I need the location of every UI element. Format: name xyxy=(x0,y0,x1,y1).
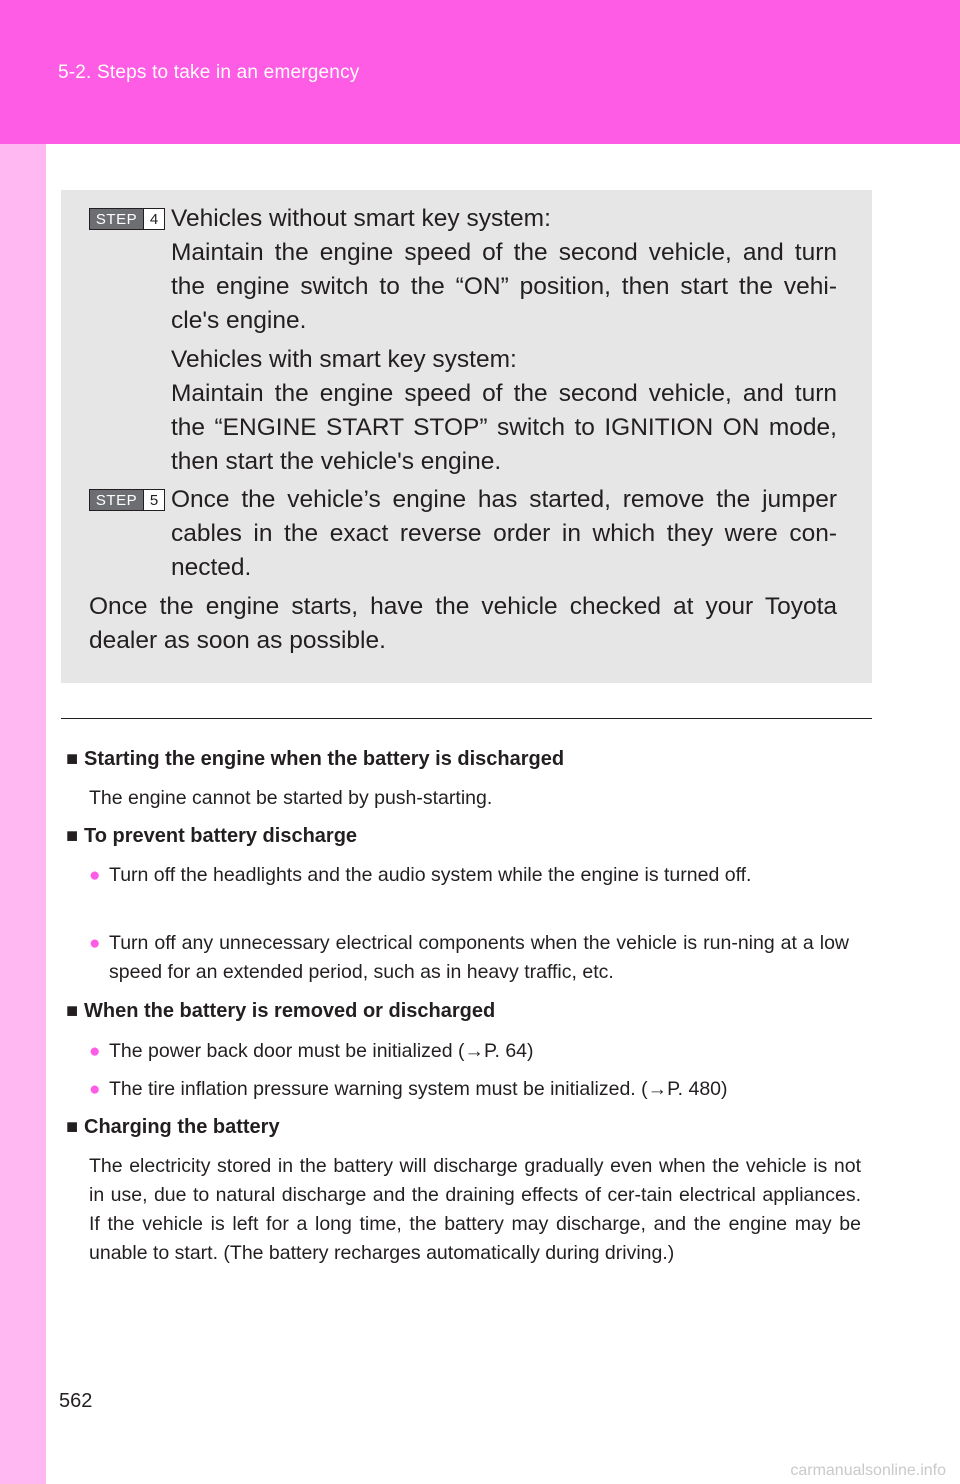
list-item xyxy=(89,929,861,987)
section-heading xyxy=(66,998,495,1024)
step-badge-number: 5 xyxy=(143,490,164,510)
step-4-line: Vehicles with smart key system: xyxy=(171,346,517,373)
heading-text: When the battery is removed or discharged xyxy=(84,1000,496,1022)
step-badge-label: STEP xyxy=(90,209,143,229)
step-4-line: then start the vehicle's engine. xyxy=(171,448,502,475)
section-heading xyxy=(66,823,357,849)
divider xyxy=(61,718,872,719)
step-badge-number: 4 xyxy=(143,209,164,229)
circle-bullet-icon: ● xyxy=(89,1041,101,1062)
step-5-line: cables in the exact reverse order in which they were con- xyxy=(171,520,837,547)
heading-text: Starting the engine when the battery is discharged xyxy=(84,748,565,770)
list-item-text: The tire inflation pressure warning system must be initialized. (→P. 480) xyxy=(109,1078,728,1100)
list-item xyxy=(89,1075,861,1104)
step-4-line: the engine switch to the “ON” position, then start the vehi- xyxy=(171,273,837,300)
section-text: The engine cannot be started by push-starting. xyxy=(89,787,493,809)
panel-note: Once the engine starts, have the vehicle checked at your Toyota dealer as soon as possible. xyxy=(89,593,837,654)
list-item-text: The power back door must be initialized (→P. 64) xyxy=(109,1040,534,1062)
heading-text: Charging the battery xyxy=(84,1116,280,1138)
heading-text: To prevent battery discharge xyxy=(84,825,358,847)
circle-bullet-icon: ● xyxy=(89,933,101,954)
square-bullet-icon: ■ xyxy=(66,825,79,847)
circle-bullet-icon: ● xyxy=(89,1079,101,1100)
step-5-line: Once the vehicle’s engine has started, remove the jumper xyxy=(171,486,837,513)
watermark: carmanualsonline.info xyxy=(790,1462,946,1479)
square-bullet-icon: ■ xyxy=(66,748,79,770)
list-item xyxy=(89,861,861,890)
step-5-line: nected. xyxy=(171,554,252,581)
side-tab-strip xyxy=(0,144,46,1484)
page-number: 562 xyxy=(59,1390,93,1412)
section-heading xyxy=(66,1114,280,1140)
circle-bullet-icon: ● xyxy=(89,865,101,886)
list-item-text: Turn off the headlights and the audio system while the engine is turned off. xyxy=(109,864,752,886)
section-text: The electricity stored in the battery will discharge gradually even when the vehicle is not in use, due to natural discharge and the draining effects of cer-tain electrical appliances. If the vehicle is left for a long time, the battery may discharge, and the engine may be unable to start. (The battery recharges automatically during driving.) xyxy=(89,1155,861,1264)
step-4-line: Maintain the engine speed of the second vehicle, and turn xyxy=(171,380,837,407)
list-item-text: Turn off any unnecessary electrical components when the vehicle is run-ning at a low speed for an extended period, such as in heavy traffic, etc. xyxy=(109,932,849,983)
step-4-line: Maintain the engine speed of the second vehicle, and turn xyxy=(171,239,837,266)
step-badge-label: STEP xyxy=(90,490,143,510)
section-title: 5-2. Steps to take in an emergency xyxy=(58,62,360,83)
step-4-line: cle's engine. xyxy=(171,307,307,334)
page-header xyxy=(0,0,960,144)
step-4-line: Vehicles without smart key system: xyxy=(171,205,551,232)
step-4-line: the “ENGINE START STOP” switch to IGNITION ON mode, xyxy=(171,414,837,441)
steps-panel xyxy=(61,190,872,683)
list-item xyxy=(89,1037,861,1066)
square-bullet-icon: ■ xyxy=(66,1116,79,1138)
section-heading xyxy=(66,746,564,772)
step-5-badge xyxy=(89,489,165,511)
step-4-badge xyxy=(89,208,165,230)
square-bullet-icon: ■ xyxy=(66,1000,79,1022)
